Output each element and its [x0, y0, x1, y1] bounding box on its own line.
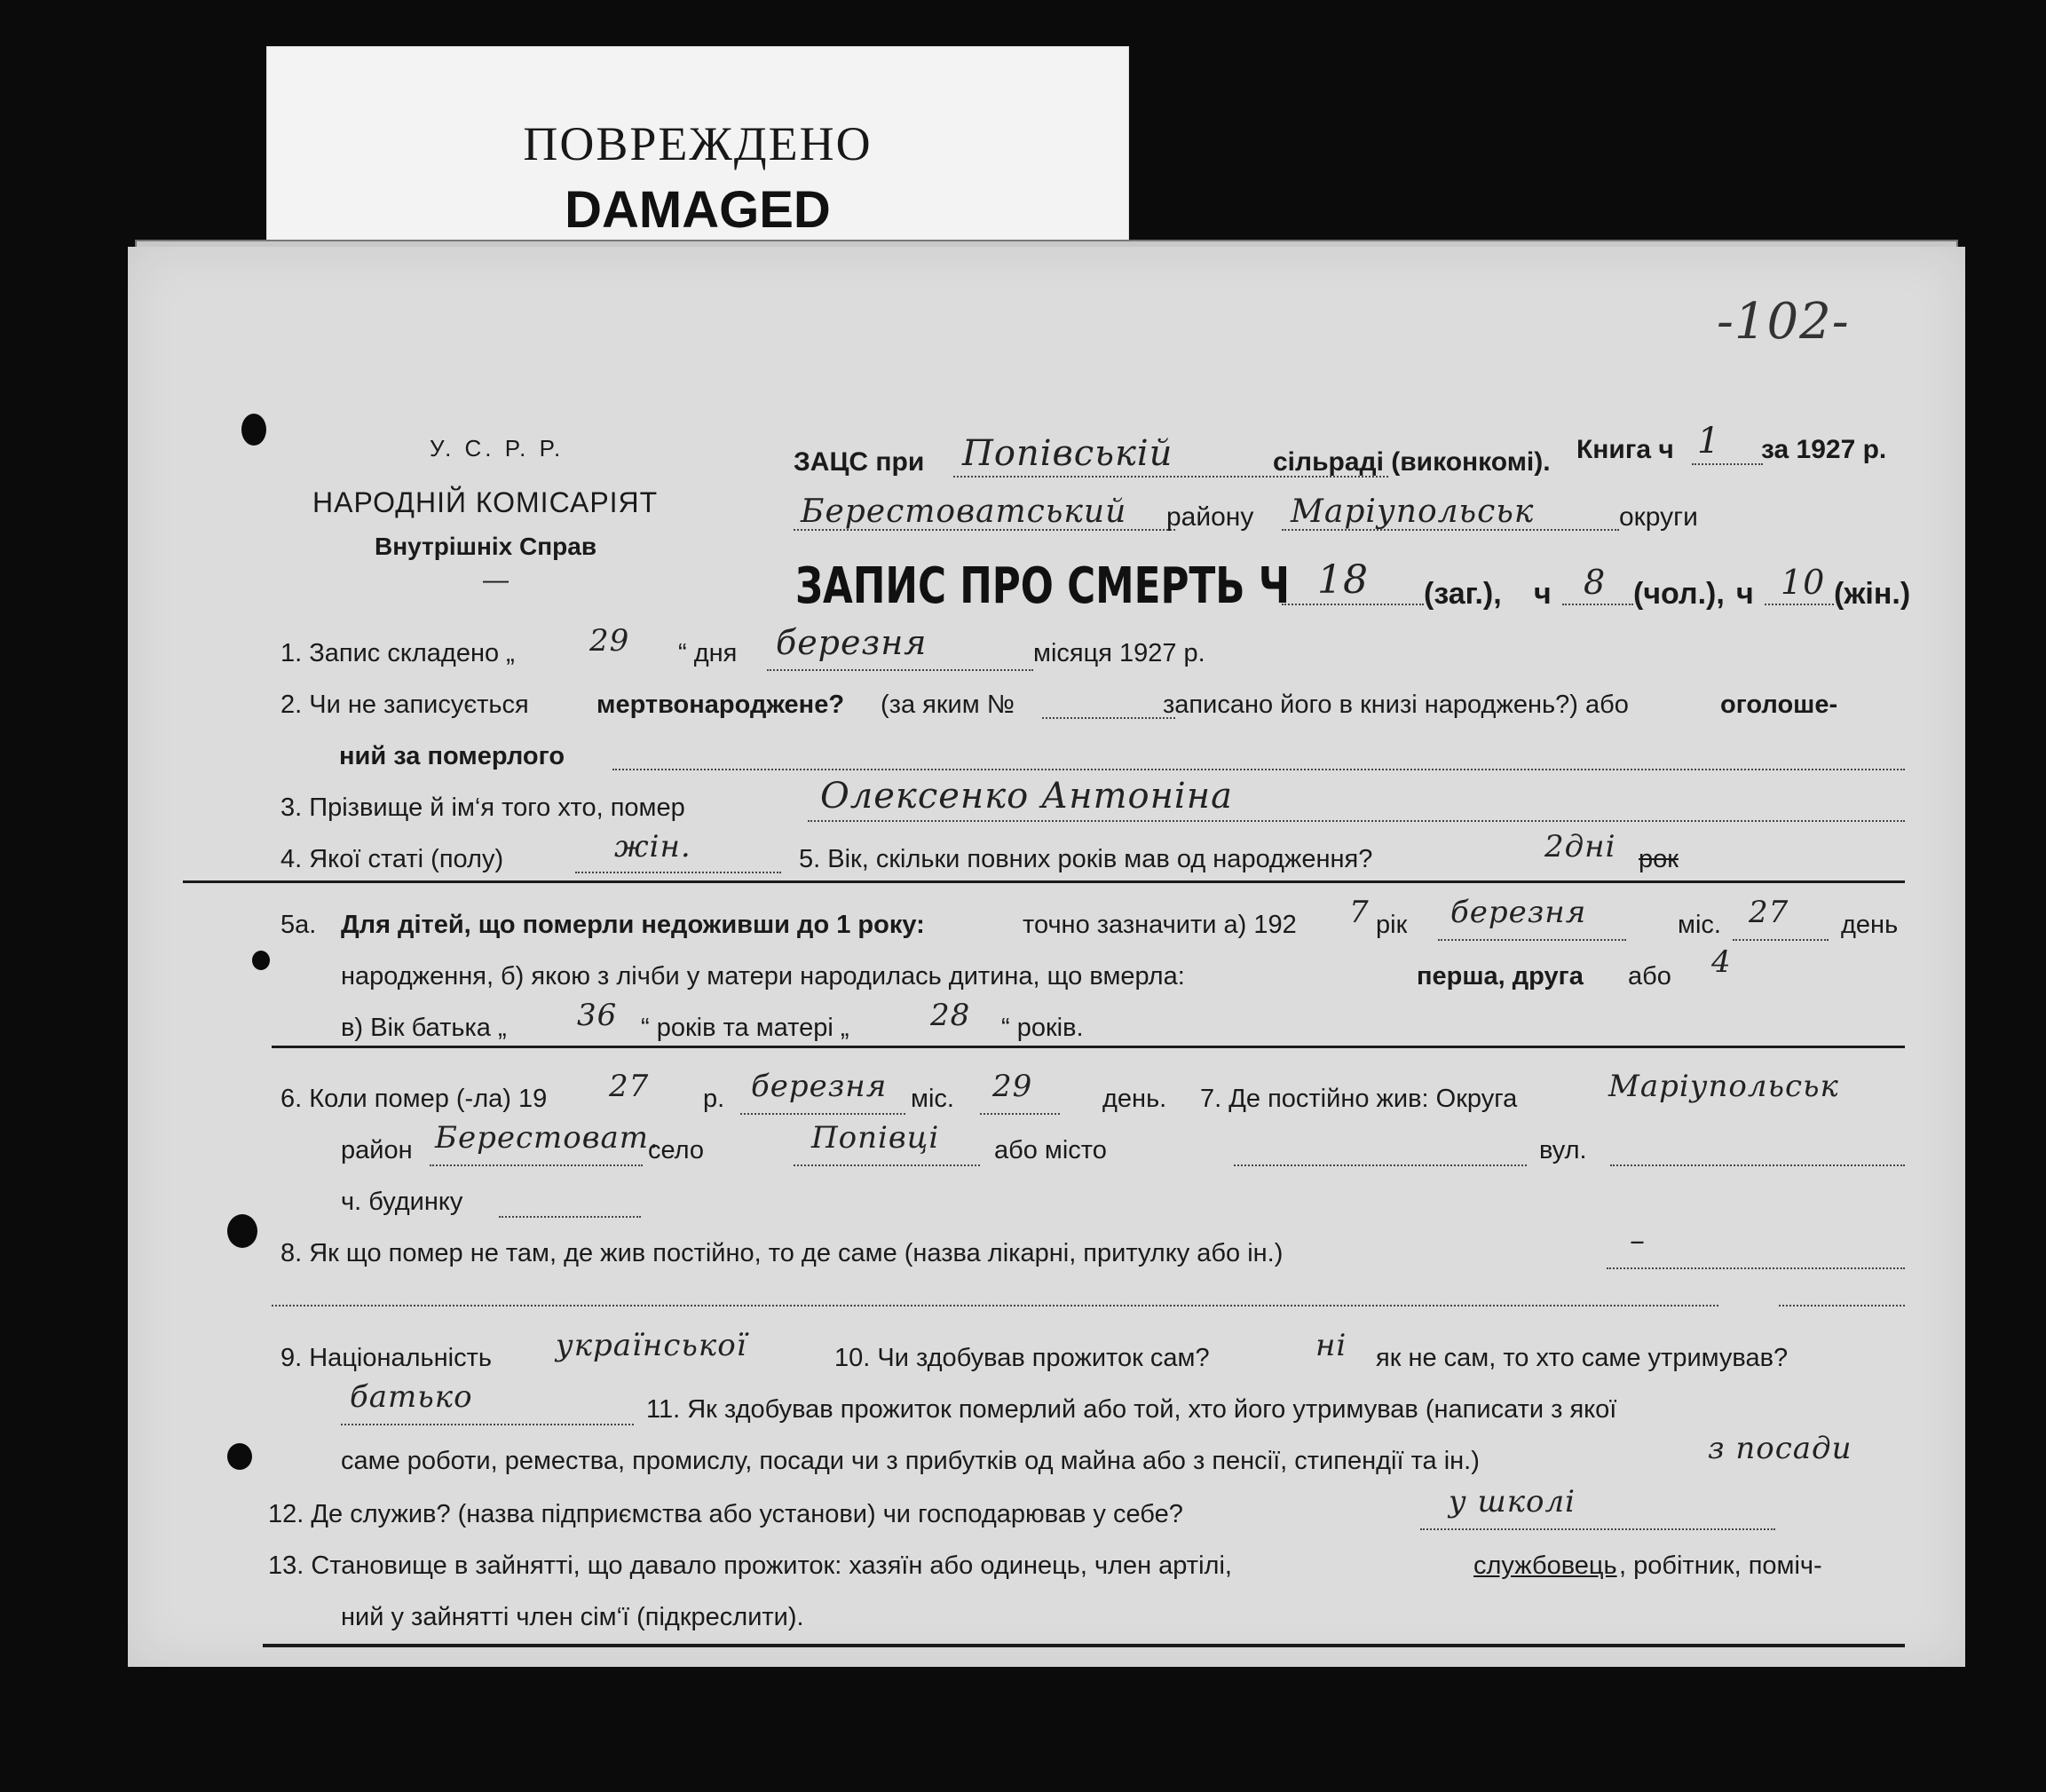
- item2-declared: оголоше-: [1720, 691, 1838, 719]
- binding-hole: [227, 1214, 257, 1248]
- birth-month-handwritten: березня: [1450, 895, 1587, 930]
- item5a-years: “ років.: [1001, 1014, 1084, 1042]
- item5a-first-second: перша, друга: [1417, 962, 1584, 991]
- item7-budynok: ч. будинку: [341, 1188, 463, 1216]
- item7-vul: вул.: [1539, 1136, 1587, 1164]
- item7-label: 7. Де постійно жив: Округа: [1200, 1085, 1518, 1113]
- record-title: ЗАПИС ПРО СМЕРТЬ Ч: [795, 557, 1291, 615]
- item10-label: 10. Чи здобував прожиток сам?: [834, 1344, 1210, 1372]
- binding-hole: [227, 1443, 252, 1470]
- council-suffix: сільраді (виконкомі).: [1273, 447, 1551, 477]
- item6-den: день.: [1102, 1085, 1167, 1113]
- commissariat-heading: НАРОДНІЙ КОМІСАРІЯТ: [312, 486, 659, 518]
- male-label: (чол.),: [1633, 577, 1725, 611]
- item6-r: р.: [703, 1085, 725, 1113]
- item11-label: 11. Як здобував прожиток померлий або той, хто його утримував (написати з якої: [646, 1395, 1617, 1424]
- item1-month-handwritten: березня: [776, 623, 928, 662]
- book-number-handwritten: 1: [1697, 421, 1721, 462]
- section-rule: [263, 1644, 1905, 1647]
- binding-hole: [241, 414, 266, 446]
- male-number-handwritten: 8: [1584, 563, 1607, 602]
- self-support-handwritten: ні: [1315, 1328, 1347, 1363]
- damaged-label: [266, 46, 1129, 261]
- item2-label: 2. Чи не записується: [280, 691, 529, 719]
- item2-stillborn: мертвонароджене?: [596, 691, 845, 719]
- residence-okrug-handwritten: Маріупольськ: [1608, 1069, 1839, 1104]
- item13-label: 13. Становище в зайнятті, що давало прожиток: хазяїн або одинець, член артілі,: [268, 1551, 1232, 1580]
- deceased-name-handwritten: Олексенко Антоніна: [820, 776, 1233, 817]
- nationality-handwritten: української: [556, 1328, 747, 1363]
- birth-day-handwritten: 27: [1749, 895, 1789, 930]
- item3-label: 3. Прізвище й ім‘я того хто, помер: [280, 793, 685, 822]
- item2-birth-register: записано його в книзі народжень?) або: [1163, 691, 1629, 719]
- item5-label: 5. Вік, скільки повних років мав од народження?: [799, 845, 1373, 873]
- okrug-suffix: округи: [1619, 502, 1698, 532]
- item7-raion: район: [341, 1136, 413, 1164]
- raion-suffix: району: [1166, 502, 1254, 532]
- death-month-handwritten: березня: [751, 1069, 888, 1104]
- damaged-label-ru: ПОВРЕЖДЕНО: [523, 117, 873, 170]
- residence-raion-handwritten: Берестоват.: [435, 1120, 660, 1156]
- section-rule: [272, 1046, 1905, 1048]
- item5a-mother-label: “ років та матері „: [641, 1014, 849, 1042]
- occupation-source-handwritten: з посади: [1708, 1431, 1852, 1466]
- item7-misto: або місто: [994, 1136, 1107, 1164]
- item13-line2: ний у зайнятті член сім‘ї (підкреслити).: [341, 1603, 804, 1631]
- female-number-handwritten: 10: [1781, 563, 1826, 602]
- republic-heading: У. С. Р. Р.: [430, 435, 565, 462]
- birth-order-handwritten: 4: [1711, 944, 1732, 980]
- item5a-den: день: [1841, 911, 1899, 939]
- item11-line2: саме роботи, ремества, промислу, посади чи з прибутків од майна або з пенсії, стипендії та ін.): [341, 1447, 1480, 1475]
- item8-value-handwritten: –: [1630, 1223, 1646, 1259]
- item13-rest: , робітник, поміч-: [1619, 1551, 1822, 1580]
- workplace-handwritten: у школі: [1449, 1484, 1576, 1520]
- okrug-handwritten: Маріупольськ: [1291, 493, 1535, 530]
- title-ch1: ч: [1534, 577, 1552, 611]
- item5a-father-label: в) Вік батька „: [341, 1014, 507, 1042]
- sex-handwritten: жін.: [614, 829, 691, 864]
- item9-label: 9. Національність: [280, 1344, 493, 1372]
- female-label: (жін.): [1834, 577, 1911, 611]
- zags-prefix: ЗАЦС при: [794, 447, 925, 477]
- item4-label: 4. Якої статі (полу): [280, 845, 504, 873]
- residence-village-handwritten: Попівці: [811, 1120, 940, 1156]
- title-ch2: ч: [1736, 577, 1754, 611]
- item5a-num: 5а.: [280, 911, 317, 939]
- item5a-mis: міс.: [1678, 911, 1721, 939]
- item1-month-year: місяця 1927 р.: [1033, 639, 1205, 667]
- item13-employee: службовець: [1473, 1551, 1617, 1580]
- mother-age-handwritten: 28: [930, 998, 971, 1033]
- book-prefix: Книга ч: [1576, 435, 1674, 464]
- item5-rok: рок: [1639, 845, 1679, 873]
- item7-selo: село: [648, 1136, 705, 1164]
- council-handwritten: Попівській: [962, 433, 1173, 474]
- item5a-note: точно зазначити а) 192: [1023, 911, 1297, 939]
- item1-day-handwritten: 29: [589, 623, 630, 659]
- item12-label: 12. Де служив? (назва підприємства або установи) чи господарював у себе?: [268, 1500, 1183, 1528]
- item10-who: як не сам, то хто саме утримував?: [1376, 1344, 1789, 1372]
- supporter-handwritten: батько: [350, 1379, 473, 1415]
- department-heading: Внутрішніх Справ: [375, 533, 597, 560]
- item2-line2: ний за померлого: [339, 742, 565, 770]
- total-label: (заг.),: [1424, 577, 1502, 611]
- section-rule: [183, 880, 1905, 883]
- item2-number-label: (за яким №: [881, 691, 1015, 719]
- item5a-rik: рік: [1376, 911, 1408, 939]
- item8-label: 8. Як що помер не там, де жив постійно, то де саме (назва лікарні, притулку або ін.): [280, 1239, 1284, 1267]
- birth-year-digit-handwritten: 7: [1349, 895, 1370, 930]
- item6-label: 6. Коли помер (-ла) 19: [280, 1085, 548, 1113]
- item5a-heading: Для дітей, що померли недоживши до 1 року:: [341, 911, 925, 939]
- age-handwritten: 2дні: [1544, 829, 1616, 864]
- death-year-handwritten: 27: [609, 1069, 650, 1104]
- binding-hole: [252, 951, 270, 970]
- book-year: за 1927 р.: [1761, 435, 1887, 464]
- death-day-handwritten: 29: [992, 1069, 1033, 1104]
- item1-dnia: “ дня: [678, 639, 738, 667]
- father-age-handwritten: 36: [577, 998, 618, 1033]
- damaged-label-en: DAMAGED: [565, 181, 831, 239]
- header-dash: —: [483, 566, 509, 595]
- page-number: -102-: [1717, 293, 1850, 351]
- item6-mis: міс.: [911, 1085, 954, 1113]
- item1-label: 1. Запис складено „: [280, 639, 515, 667]
- raion-handwritten: Берестоватський: [801, 493, 1127, 530]
- total-number-handwritten: 18: [1317, 557, 1369, 603]
- item5a-birth-order: народження, б) якою з лічби у матери народилась дитина, що вмерла:: [341, 962, 1185, 991]
- death-record-sheet: [128, 247, 1965, 1667]
- item5a-or: або: [1628, 962, 1671, 991]
